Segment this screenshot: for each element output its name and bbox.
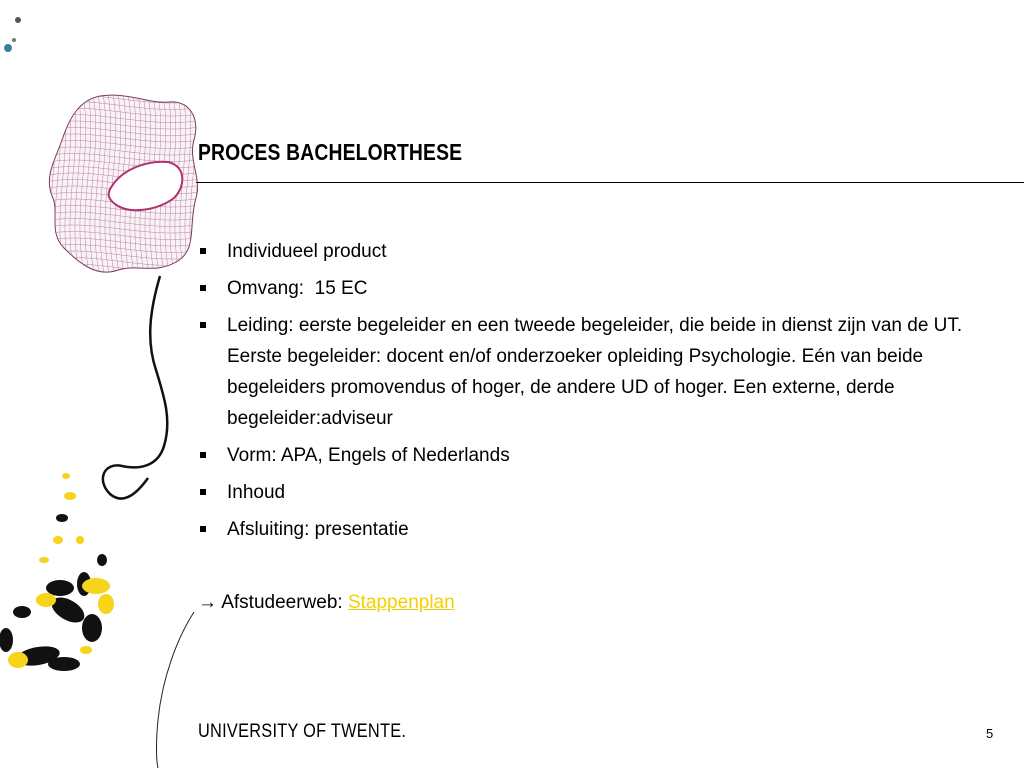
bullet-text: Leiding: eerste begeleider en een tweede begeleider, die beide in dienst zijn van de UT. Eerste begeleider: docent en/of onderzoeker opleiding Psychologie. Eén van beide begeleiders promovendus of hoger, de andere UD of hoger. Een externe, derde begeleider:adviseur — [227, 315, 963, 429]
stappenplan-link[interactable]: Stappenplan — [347, 592, 455, 613]
decorative-curve — [103, 276, 167, 499]
square-bullet-icon — [200, 526, 206, 532]
slide-title: PROCES BACHELORTHESE — [198, 139, 463, 165]
title-divider — [196, 182, 1024, 183]
bullet-item — [198, 514, 998, 545]
bullet-item — [198, 310, 998, 434]
square-bullet-icon — [200, 248, 206, 254]
university-logo: UNIVERSITY OF TWENTE. — [198, 721, 407, 742]
square-bullet-icon — [200, 489, 206, 495]
link-prefix: → Afstudeerweb: — [198, 592, 348, 613]
bullet-item — [198, 236, 998, 267]
wireframe-shape — [40, 80, 213, 290]
bullet-item — [198, 273, 998, 304]
square-bullet-icon — [200, 322, 206, 328]
square-bullet-icon — [200, 452, 206, 458]
decorative-thin-curve — [157, 612, 195, 768]
bullet-list — [198, 236, 998, 551]
bullet-text: Vorm: APA, Engels of Nederlands — [227, 445, 510, 466]
square-bullet-icon — [200, 285, 206, 291]
page-number: 5 — [986, 726, 994, 741]
bullet-item — [198, 477, 998, 508]
bullet-text: Afsluiting: presentatie — [227, 519, 409, 540]
bullet-item — [198, 440, 998, 471]
afstudeerweb-line — [198, 590, 455, 616]
bullet-text: Omvang: 15 EC — [227, 278, 368, 299]
bullet-text: Individueel product — [227, 241, 387, 262]
top-corner-specks — [4, 17, 21, 52]
bullet-text: Inhoud — [227, 482, 286, 503]
